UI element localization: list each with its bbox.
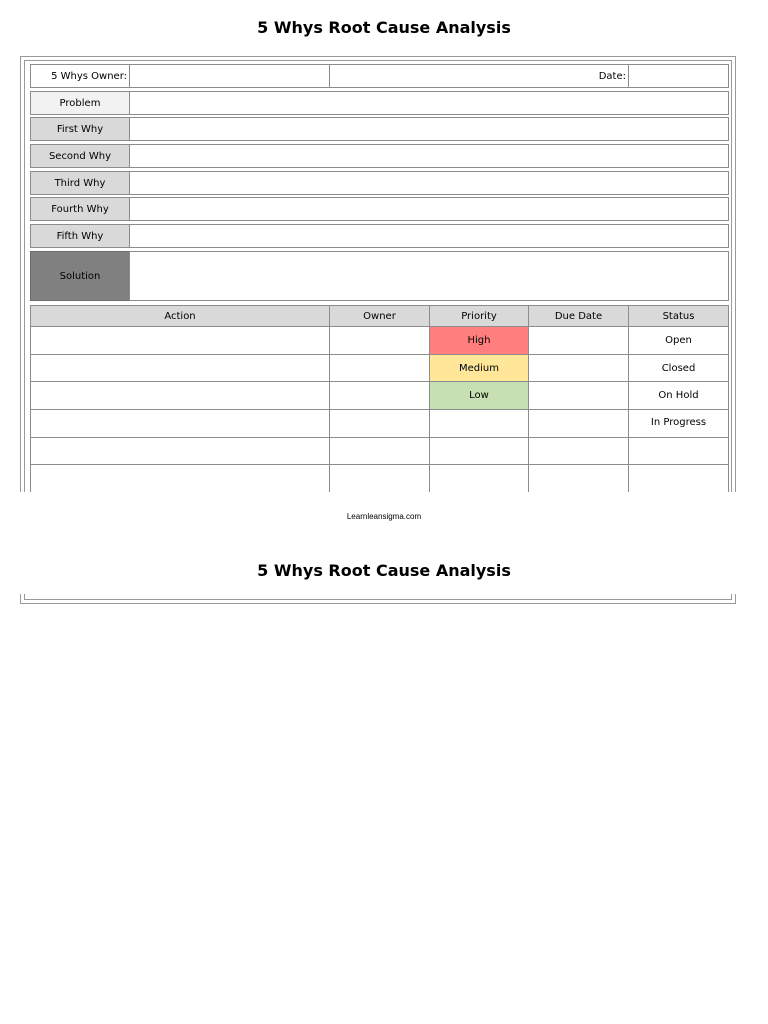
- priority-cell[interactable]: [429, 409, 529, 438]
- problem-label: Problem: [30, 91, 130, 115]
- status-in-progress[interactable]: In Progress: [628, 409, 729, 438]
- due-date-cell[interactable]: [528, 464, 629, 492]
- solution-field[interactable]: [129, 251, 729, 301]
- problem-field[interactable]: [129, 91, 729, 115]
- due-date-cell[interactable]: [528, 381, 629, 410]
- solution-label: Solution: [30, 251, 130, 301]
- status-cell[interactable]: [628, 437, 729, 465]
- fifth-why-field[interactable]: [129, 224, 729, 248]
- action-cell[interactable]: [30, 409, 330, 438]
- status-on-hold[interactable]: On Hold: [628, 381, 729, 410]
- due-date-header: Due Date: [528, 305, 629, 327]
- status-open[interactable]: Open: [628, 326, 729, 355]
- third-why-field[interactable]: [129, 171, 729, 195]
- third-why-label: Third Why: [30, 171, 130, 195]
- owner-field[interactable]: [129, 64, 330, 88]
- owner-cell[interactable]: [329, 326, 430, 355]
- status-closed[interactable]: Closed: [628, 354, 729, 383]
- page2-title: 5 Whys Root Cause Analysis: [257, 561, 511, 580]
- first-why-label: First Why: [30, 117, 130, 141]
- due-date-cell[interactable]: [528, 354, 629, 383]
- priority-high[interactable]: High: [429, 326, 529, 355]
- status-header: Status: [628, 305, 729, 327]
- status-cell[interactable]: [628, 464, 729, 492]
- action-header: Action: [30, 305, 330, 327]
- page2-inner-frame: [24, 594, 732, 600]
- second-why-field[interactable]: [129, 144, 729, 168]
- date-field[interactable]: [628, 64, 729, 88]
- owner-label: 5 Whys Owner:: [30, 64, 130, 88]
- priority-cell[interactable]: [429, 437, 529, 465]
- fourth-why-field[interactable]: [129, 197, 729, 221]
- owner-cell[interactable]: [329, 464, 430, 492]
- owner-cell[interactable]: [329, 354, 430, 383]
- owner-cell[interactable]: [329, 437, 430, 465]
- owner-cell[interactable]: [329, 381, 430, 410]
- action-cell[interactable]: [30, 464, 330, 492]
- date-label: Date:: [329, 64, 629, 88]
- fifth-why-label: Fifth Why: [30, 224, 130, 248]
- owner-cell[interactable]: [329, 409, 430, 438]
- action-cell[interactable]: [30, 354, 330, 383]
- due-date-cell[interactable]: [528, 409, 629, 438]
- due-date-cell[interactable]: [528, 437, 629, 465]
- page2-frame: [20, 594, 736, 604]
- owner-header: Owner: [329, 305, 430, 327]
- priority-medium[interactable]: Medium: [429, 354, 529, 383]
- footer-site: Learnleansigma.com: [346, 512, 422, 521]
- due-date-cell[interactable]: [528, 326, 629, 355]
- action-cell[interactable]: [30, 326, 330, 355]
- priority-header: Priority: [429, 305, 529, 327]
- action-cell[interactable]: [30, 381, 330, 410]
- priority-cell[interactable]: [429, 464, 529, 492]
- priority-low[interactable]: Low: [429, 381, 529, 410]
- first-why-field[interactable]: [129, 117, 729, 141]
- page-title: 5 Whys Root Cause Analysis: [257, 18, 511, 37]
- action-cell[interactable]: [30, 437, 330, 465]
- second-why-label: Second Why: [30, 144, 130, 168]
- fourth-why-label: Fourth Why: [30, 197, 130, 221]
